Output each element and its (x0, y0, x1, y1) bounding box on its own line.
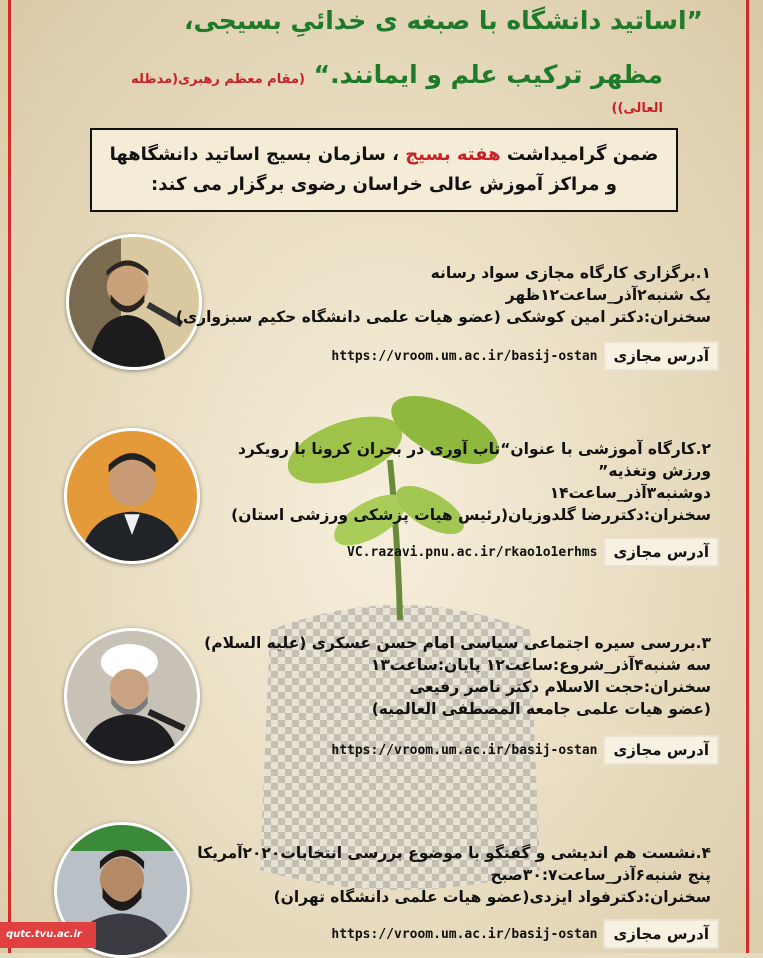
event-4-url-link[interactable]: https://vroom.um.ac.ir/basij-ostan (331, 926, 598, 942)
intro-highlight: هفته بسیج (405, 144, 501, 165)
address-label: آدرس مجازی (603, 341, 719, 371)
event-2-address (347, 538, 719, 566)
intro-line1 (92, 140, 676, 170)
event-2-url-link[interactable]: VC.razavi.pnu.ac.ir/rkao1o1erhms (347, 544, 598, 560)
event-4-address (331, 920, 719, 948)
event-4-time: پنج شنبه۶آذر_ساعت۳۰:۷صبح (490, 866, 711, 884)
speaker-photo-2 (64, 428, 200, 564)
event-1-url-link[interactable]: https://vroom.um.ac.ir/basij-ostan (331, 348, 598, 364)
event-1-speaker: سخنران:دکتر امین کوشکی (عضو هیات علمی دانشگاه حکیم سبزواری) (175, 308, 711, 326)
header-quote-line1: ”اساتید دانشگاه با صبغه ی خدائیِ بسیجی، (183, 6, 703, 35)
event-3 (204, 632, 711, 720)
event-3-speaker-affiliation: (عضو هیات علمی جامعه المصطفی العالمیه) (371, 700, 711, 718)
event-3-time: سه شنبه۴آذر_شروع:ساعت۱۲ پایان:ساعت۱۳ (370, 656, 711, 674)
intro-line1-part1: ضمن گرامیداشت (506, 144, 659, 165)
event-4-title: ۴.نشست هم اندیشی و گفتگو با موضوع بررسی انتخابات۲۰۲۰آمریکا (197, 844, 711, 862)
event-4-speaker: سخنران:دکترفواد ایزدی(عضو هیات علمی دانشگاه تهران) (273, 888, 711, 906)
address-label: آدرس مجازی (603, 537, 719, 567)
event-1-address (331, 342, 719, 370)
intro-box (90, 128, 678, 212)
event-2-speaker: سخنران:دکتررضا گلدوزیان(رئیس هیات پزشکی ورزشی استان) (231, 506, 711, 524)
event-2-time: دوشنبه۳آذر_ساعت۱۴ (549, 484, 711, 502)
event-3-address (331, 736, 719, 764)
address-label: آدرس مجازی (603, 919, 719, 949)
event-1 (176, 262, 711, 328)
event-1-time: یک شنبه۲آذر_ساعت۱۲ظهر (505, 286, 711, 304)
address-label: آدرس مجازی (603, 735, 719, 765)
intro-line2: و مراکز آموزش عالی خراسان رضوی برگزار می کند: (151, 174, 617, 195)
site-watermark: qutc.tvu.ac.ir (0, 922, 96, 948)
quote-line2-text: مظهر ترکیب علم و ایمانند.“ (313, 60, 663, 89)
event-2 (231, 438, 711, 526)
intro-line1-part2: ، سازمان بسیج اساتید دانشگاهها (109, 144, 399, 165)
event-2-title-cont: ورزش وتغذیه” (598, 462, 711, 480)
event-3-url-link[interactable]: https://vroom.um.ac.ir/basij-ostan (331, 742, 598, 758)
right-red-border (746, 0, 749, 953)
quote-attribution: (مقام معظم رهبری(مدظله العالی)) (131, 72, 663, 116)
event-1-title: ۱.برگزاری کارگاه مجازی سواد رسانه (430, 264, 711, 282)
speaker-photo-3 (64, 628, 200, 764)
event-4 (197, 842, 711, 908)
left-red-border (8, 0, 11, 953)
event-2-title: ۲.کارگاه آموزشی با عنوان“تاب آوری در بحران کرونا با رویکرد (237, 440, 711, 458)
event-3-title: ۳.بررسی سیره اجتماعی سیاسی امام حسن عسکری (علیه السلام) (204, 634, 711, 652)
event-3-speaker: سخنران:حجت الاسلام دکتر ناصر رفیعی (409, 678, 711, 696)
header-quote-line2 (103, 60, 663, 118)
